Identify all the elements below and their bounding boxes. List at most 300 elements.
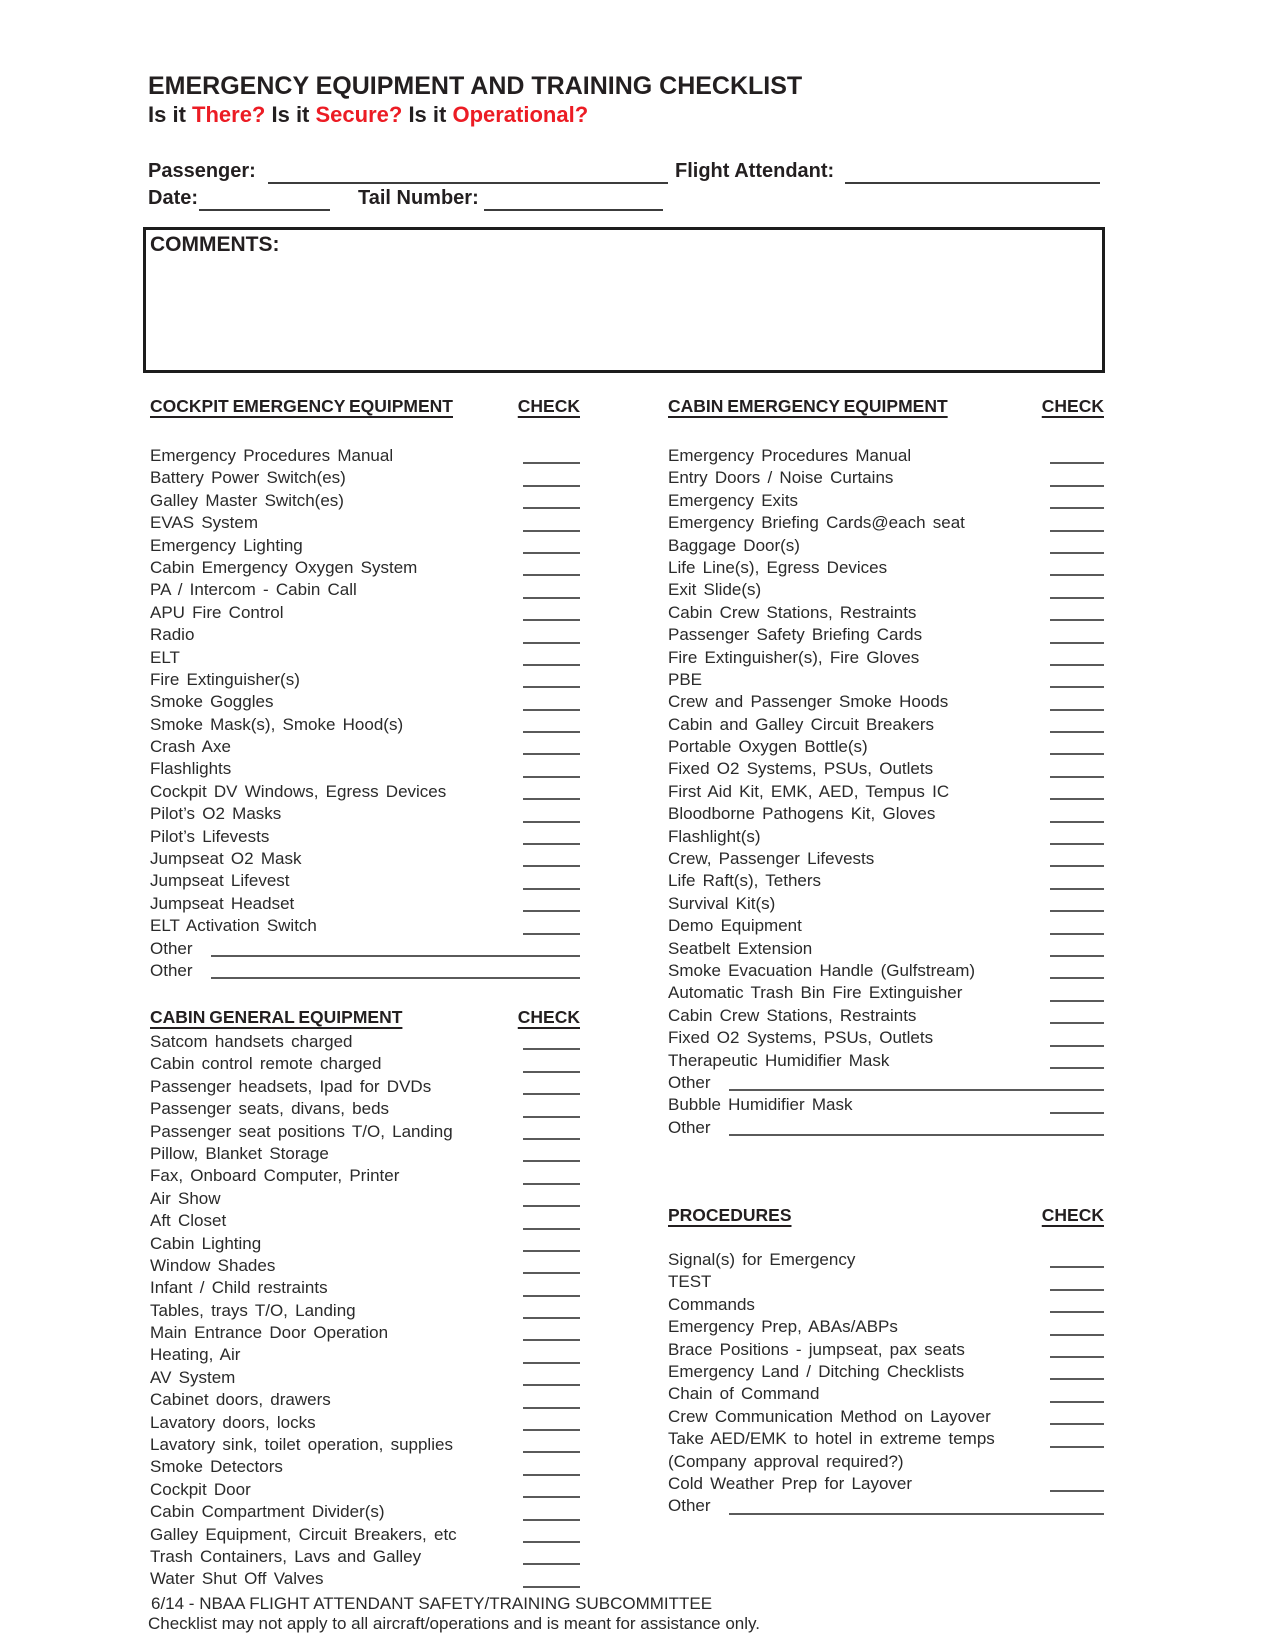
check-blank[interactable] [523,888,580,890]
check-blank[interactable] [523,731,580,733]
check-blank[interactable] [523,1541,580,1543]
item-label: Main Entrance Door Operation [150,1323,389,1343]
item-label: Trash Containers, Lavs and Galley [150,1546,422,1566]
checklist-item [150,647,580,669]
item-label: Emergency Exits [668,490,799,510]
item-label: Pilot’s O2 Masks [150,804,282,824]
check-blank[interactable] [523,462,580,464]
item-label: Seatbelt Extension [668,938,813,958]
checklist-item [668,938,1104,960]
item-label: Automatic Trash Bin Fire Extinguisher [668,983,963,1003]
check-blank[interactable] [1050,731,1104,733]
item-label: Crew Communication Method on Layover [668,1406,991,1426]
check-blank[interactable] [523,776,580,778]
check-blank[interactable] [523,507,580,509]
checklist-item [668,870,1104,892]
check-blank[interactable] [523,1451,580,1453]
checklist-item [668,669,1104,691]
item-label: Pilot’s Lifevests [150,826,270,846]
check-blank[interactable] [1050,1067,1104,1069]
check-column-header: CHECK [517,1007,580,1027]
item-label: Entry Doors / Noise Curtains [668,468,894,488]
checklist-item [668,1027,1104,1049]
check-blank[interactable] [1050,1334,1104,1336]
check-blank[interactable] [523,530,580,532]
check-blank[interactable] [1050,888,1104,890]
checklist-item [668,602,1104,624]
item-label: Emergency Procedures Manual [150,445,394,465]
item-label: Pillow, Blanket Storage [150,1143,329,1163]
item-label: PBE [668,669,703,689]
checklist-item [150,826,580,848]
checklist-item [668,982,1104,1004]
checklist-item [668,1339,1104,1361]
item-label: Brace Positions - jumpseat, pax seats [668,1339,965,1359]
tail-number-blank[interactable] [484,187,663,211]
checklist-item [668,1473,1104,1495]
check-blank[interactable] [523,1183,580,1185]
item-label: Cockpit Door [150,1479,251,1499]
checklist-item [150,1524,580,1546]
check-blank[interactable] [523,709,580,711]
checklist-item [150,848,580,870]
footer-line-2: Checklist may not apply to all aircraft/operations and is meant for assistance only. [148,1614,760,1633]
item-label: Life Raft(s), Tethers [668,871,822,891]
check-blank[interactable] [523,574,580,576]
checklist-item [668,1072,1104,1094]
item-label: Smoke Goggles [150,692,274,712]
item-label: Cabin Compartment Divider(s) [150,1502,385,1522]
other-fill-blank[interactable] [729,1089,1104,1091]
check-blank[interactable] [1050,1112,1104,1114]
item-label: Jumpseat O2 Mask [150,849,302,869]
check-blank[interactable] [523,1093,580,1095]
item-label: Cabin and Galley Circuit Breakers [668,714,935,734]
check-blank[interactable] [1050,753,1104,755]
check-blank[interactable] [1050,462,1104,464]
checklist-item [668,467,1104,489]
item-label: ELT [150,647,180,667]
item-label: Cabin Lighting [150,1233,262,1253]
section-title: COCKPIT EMERGENCY EQUIPMENT [150,396,453,416]
checklist-item [150,691,580,713]
checklist-item [150,1076,580,1098]
checklist-item [150,1233,580,1255]
checklist-item [668,1271,1104,1293]
checklist-item [668,691,1104,713]
checklist-item [150,1277,580,1299]
checklist-item [150,1165,580,1187]
checklist-item [150,758,580,780]
item-label: Chain of Command [668,1384,820,1404]
checklist-item [150,445,580,467]
item-label: Aft Closet [150,1211,227,1231]
section-title: CABIN GENERAL EQUIPMENT [150,1007,403,1027]
checklist-item [668,624,1104,646]
checklist-item [150,1367,580,1389]
check-blank[interactable] [523,1160,580,1162]
checklist-item [150,1053,580,1075]
check-blank[interactable] [1050,776,1104,778]
comments-box[interactable] [143,227,1105,373]
checklist-item [668,1316,1104,1338]
item-label: Passenger seats, divans, beds [150,1099,390,1119]
page-title: EMERGENCY EQUIPMENT AND TRAINING CHECKLIST [148,72,803,100]
page-subtitle [148,102,588,128]
checklist-item [668,1361,1104,1383]
item-label: Exit Slide(s) [668,580,762,600]
item-label: Other [668,1117,711,1137]
other-fill-blank[interactable] [729,1134,1104,1136]
check-blank[interactable] [523,1071,580,1073]
check-blank[interactable] [523,1362,580,1364]
checklist-item [150,960,580,982]
checklist-item [150,557,580,579]
item-label: Passenger headsets, Ipad for DVDs [150,1076,432,1096]
checklist-item [668,758,1104,780]
check-blank[interactable] [1050,642,1104,644]
check-blank[interactable] [1050,1378,1104,1380]
item-label: Bloodborne Pathogens Kit, Gloves [668,804,936,824]
checklist-item [668,893,1104,915]
check-blank[interactable] [523,753,580,755]
checklist-item [150,1098,580,1120]
checklist-rows [150,445,580,982]
checklist-item [668,1383,1104,1405]
check-blank[interactable] [523,1048,580,1050]
checklist-item [668,1406,1104,1428]
checklist-item [150,490,580,512]
check-blank[interactable] [1050,955,1104,957]
subtitle-text: Is it [402,102,453,127]
item-label: Flashlight(s) [668,826,761,846]
item-label: Crew, Passenger Lifevests [668,849,875,869]
item-label: Galley Master Switch(es) [150,490,344,510]
checklist-item [668,490,1104,512]
item-label: Passenger Safety Briefing Cards [668,625,923,645]
item-label: Emergency Briefing Cards@each seat [668,513,965,533]
check-blank[interactable] [523,597,580,599]
check-blank[interactable] [523,1272,580,1274]
item-label: Air Show [150,1188,221,1208]
checklist-item [150,893,580,915]
checklist-item [668,1294,1104,1316]
item-label: Cabin Crew Stations, Restraints [668,602,917,622]
date-blank[interactable] [199,187,330,211]
item-label: Fax, Onboard Computer, Printer [150,1166,400,1186]
check-blank[interactable] [523,865,580,867]
checklist-item [150,1501,580,1523]
item-label: Cabinet doors, drawers [150,1390,331,1410]
check-blank[interactable] [1050,530,1104,532]
check-blank[interactable] [1050,709,1104,711]
checklist-rows [150,1031,580,1591]
item-label: Galley Equipment, Circuit Breakers, etc [150,1524,457,1544]
checklist-item [668,803,1104,825]
item-label: Fire Extinguisher(s), Fire Gloves [668,647,920,667]
check-blank[interactable] [523,1250,580,1252]
check-blank[interactable] [523,1317,580,1319]
check-column-header: CHECK [1041,1205,1104,1225]
checklist-item [668,1495,1104,1517]
flight-attendant-blank[interactable] [845,160,1100,184]
item-label: Demo Equipment [668,916,802,936]
check-blank[interactable] [523,664,580,666]
item-label: Battery Power Switch(es) [150,468,346,488]
item-label: Cabin Emergency Oxygen System [150,557,418,577]
check-blank[interactable] [1050,821,1104,823]
checklist-item [668,1050,1104,1072]
checklist-item [668,714,1104,736]
item-label: Smoke Evacuation Handle (Gulfstream) [668,960,976,980]
check-blank[interactable] [1050,933,1104,935]
check-blank[interactable] [1050,977,1104,979]
check-blank[interactable] [523,843,580,845]
checklist-item [150,938,580,960]
check-blank[interactable] [1050,1401,1104,1403]
check-blank[interactable] [523,1407,580,1409]
check-blank[interactable] [1050,1022,1104,1024]
checklist-item [668,1005,1104,1027]
checklist-item [150,803,580,825]
item-label: Crash Axe [150,737,231,757]
item-label: Emergency Land / Ditching Checklists [668,1361,965,1381]
section-title: PROCEDURES [668,1205,792,1225]
checklist-item [150,714,580,736]
check-blank[interactable] [1050,664,1104,666]
checklist-item [668,826,1104,848]
check-blank[interactable] [523,1295,580,1297]
section-title: CABIN EMERGENCY EQUIPMENT [668,396,948,416]
comments-label: COMMENTS: [150,233,280,256]
check-blank[interactable] [523,1384,580,1386]
check-blank[interactable] [1050,798,1104,800]
checklist-item [150,467,580,489]
checklist-item [668,557,1104,579]
checklist-item [668,1428,1104,1450]
check-blank[interactable] [523,1138,580,1140]
item-label: Fire Extinguisher(s) [150,669,300,689]
section-cabin-general-equipment [150,1007,580,1591]
item-label: Cabin control remote charged [150,1054,382,1074]
subtitle-highlight: Operational? [452,102,589,127]
checklist-item [150,1434,580,1456]
subtitle-text: Is it [148,102,193,127]
check-blank[interactable] [1050,686,1104,688]
check-blank[interactable] [523,910,580,912]
check-blank[interactable] [1050,843,1104,845]
checklist-item [150,1389,580,1411]
item-label: Other [150,960,193,980]
checklist-item [150,1546,580,1568]
item-label: Infant / Child restraints [150,1278,328,1298]
check-blank[interactable] [1050,1045,1104,1047]
checklist-item [150,535,580,557]
other-fill-blank[interactable] [729,1513,1104,1515]
item-label: Commands [668,1294,755,1314]
item-label: Cold Weather Prep for Layover [668,1473,913,1493]
item-label: EVAS System [150,513,258,533]
section-cabin-emergency-equipment [668,396,1104,1139]
checklist-item [150,579,580,601]
item-label: Other [150,938,193,958]
item-label: Lavatory sink, toilet operation, supplies [150,1435,453,1455]
item-label: Emergency Procedures Manual [668,445,912,465]
item-label: Fixed O2 Systems, PSUs, Outlets [668,1028,934,1048]
footer-line-1: 6/14 - NBAA FLIGHT ATTENDANT SAFETY/TRAINING SUBCOMMITTEE [151,1594,713,1613]
item-label: Satcom handsets charged [150,1031,353,1051]
checklist-item [150,1031,580,1053]
subtitle-text: Is it [265,102,316,127]
item-label: Survival Kit(s) [668,893,776,913]
item-label: Cabin Crew Stations, Restraints [668,1005,917,1025]
check-blank[interactable] [523,1205,580,1207]
checklist-item [150,1210,580,1232]
checklist-item [150,1322,580,1344]
checklist-item [150,781,580,803]
check-blank[interactable] [1050,1266,1104,1268]
item-label: Smoke Detectors [150,1457,283,1477]
item-label: Jumpseat Lifevest [150,871,290,891]
check-blank[interactable] [1050,1423,1104,1425]
checklist-item [150,1143,580,1165]
item-label: Take AED/EMK to hotel in extreme temps [668,1429,995,1449]
check-column-header: CHECK [517,396,580,416]
item-label: PA / Intercom - Cabin Call [150,580,357,600]
check-blank[interactable] [523,821,580,823]
checklist-item [668,1094,1104,1116]
tail-number-label: Tail Number: [358,187,479,209]
checklist-item [150,1412,580,1434]
check-blank[interactable] [1050,619,1104,621]
checklist-item [668,848,1104,870]
check-blank[interactable] [523,1496,580,1498]
item-label: Bubble Humidifier Mask [668,1095,853,1115]
checklist-item [668,445,1104,467]
check-blank[interactable] [1050,485,1104,487]
item-label: Water Shut Off Valves [150,1569,324,1589]
check-blank[interactable] [1050,574,1104,576]
check-blank[interactable] [523,798,580,800]
checklist-item [668,579,1104,601]
check-blank[interactable] [1050,1356,1104,1358]
checklist-item [668,512,1104,534]
item-label: Window Shades [150,1255,276,1275]
item-label: Passenger seat positions T/O, Landing [150,1121,453,1141]
check-blank[interactable] [523,1519,580,1521]
item-label: (Company approval required?) [668,1451,904,1471]
section-cockpit-emergency-equipment [150,396,580,982]
checklist-item [668,781,1104,803]
checklist-item [150,1456,580,1478]
check-blank[interactable] [523,642,580,644]
check-blank[interactable] [1050,1000,1104,1002]
check-blank[interactable] [523,1586,580,1588]
checklist-item [150,1568,580,1590]
item-label: Heating, Air [150,1345,241,1365]
item-label: Portable Oxygen Bottle(s) [668,737,868,757]
item-label: Fixed O2 Systems, PSUs, Outlets [668,759,934,779]
item-label: ELT Activation Switch [150,916,317,936]
check-blank[interactable] [1050,1490,1104,1492]
check-blank[interactable] [523,1228,580,1230]
check-blank[interactable] [1050,1446,1104,1448]
item-label: Life Line(s), Egress Devices [668,557,888,577]
item-label: Tables, trays T/O, Landing [150,1300,356,1320]
checklist-item [150,1121,580,1143]
date-label: Date: [148,187,199,209]
item-label: Flashlights [150,759,232,779]
item-label: Smoke Mask(s), Smoke Hood(s) [150,714,404,734]
other-fill-blank[interactable] [211,977,580,979]
check-blank[interactable] [523,552,580,554]
item-label: Lavatory doors, locks [150,1412,316,1432]
flight-attendant-label: Flight Attendant: [675,160,835,182]
check-blank[interactable] [1050,597,1104,599]
checklist-item [668,960,1104,982]
check-blank[interactable] [1050,865,1104,867]
checklist-item [668,535,1104,557]
item-label: Emergency Prep, ABAs/ABPs [668,1317,898,1337]
check-blank[interactable] [523,686,580,688]
check-blank[interactable] [523,1339,580,1341]
check-blank[interactable] [1050,1311,1104,1313]
checklist-item [150,736,580,758]
check-blank[interactable] [523,1563,580,1565]
item-label: Crew and Passenger Smoke Hoods [668,692,949,712]
checklist-item [150,1255,580,1277]
item-label: Radio [150,625,195,645]
passenger-blank[interactable] [268,160,668,184]
checklist-item [668,1117,1104,1139]
item-label: Baggage Door(s) [668,535,800,555]
check-blank[interactable] [523,485,580,487]
checklist-item [150,1344,580,1366]
checklist-item [150,624,580,646]
check-blank[interactable] [523,933,580,935]
checklist-rows [668,1249,1104,1518]
checklist-rows [668,445,1104,1139]
check-blank[interactable] [1050,910,1104,912]
checklist-item [150,1300,580,1322]
checklist-item [668,915,1104,937]
check-blank[interactable] [523,619,580,621]
check-column-header: CHECK [1041,396,1104,416]
check-blank[interactable] [1050,507,1104,509]
check-blank[interactable] [1050,1289,1104,1291]
check-blank[interactable] [523,1116,580,1118]
check-blank[interactable] [523,1429,580,1431]
item-label: First Aid Kit, EMK, AED, Tempus IC [668,781,950,801]
checklist-item [150,1188,580,1210]
subtitle-highlight: Secure? [315,102,403,127]
item-label: TEST [668,1272,712,1292]
check-blank[interactable] [523,1474,580,1476]
check-blank[interactable] [1050,552,1104,554]
checklist-item [150,915,580,937]
item-label: APU Fire Control [150,602,284,622]
checklist-item [150,870,580,892]
checklist-item [668,1451,1104,1473]
other-fill-blank[interactable] [211,955,580,957]
item-label: Other [668,1072,711,1092]
checklist-item [150,512,580,534]
item-label: Emergency Lighting [150,535,303,555]
checklist-item [668,736,1104,758]
passenger-label: Passenger: [148,160,256,182]
item-label: AV System [150,1367,236,1387]
item-label: Signal(s) for Emergency [668,1249,856,1269]
